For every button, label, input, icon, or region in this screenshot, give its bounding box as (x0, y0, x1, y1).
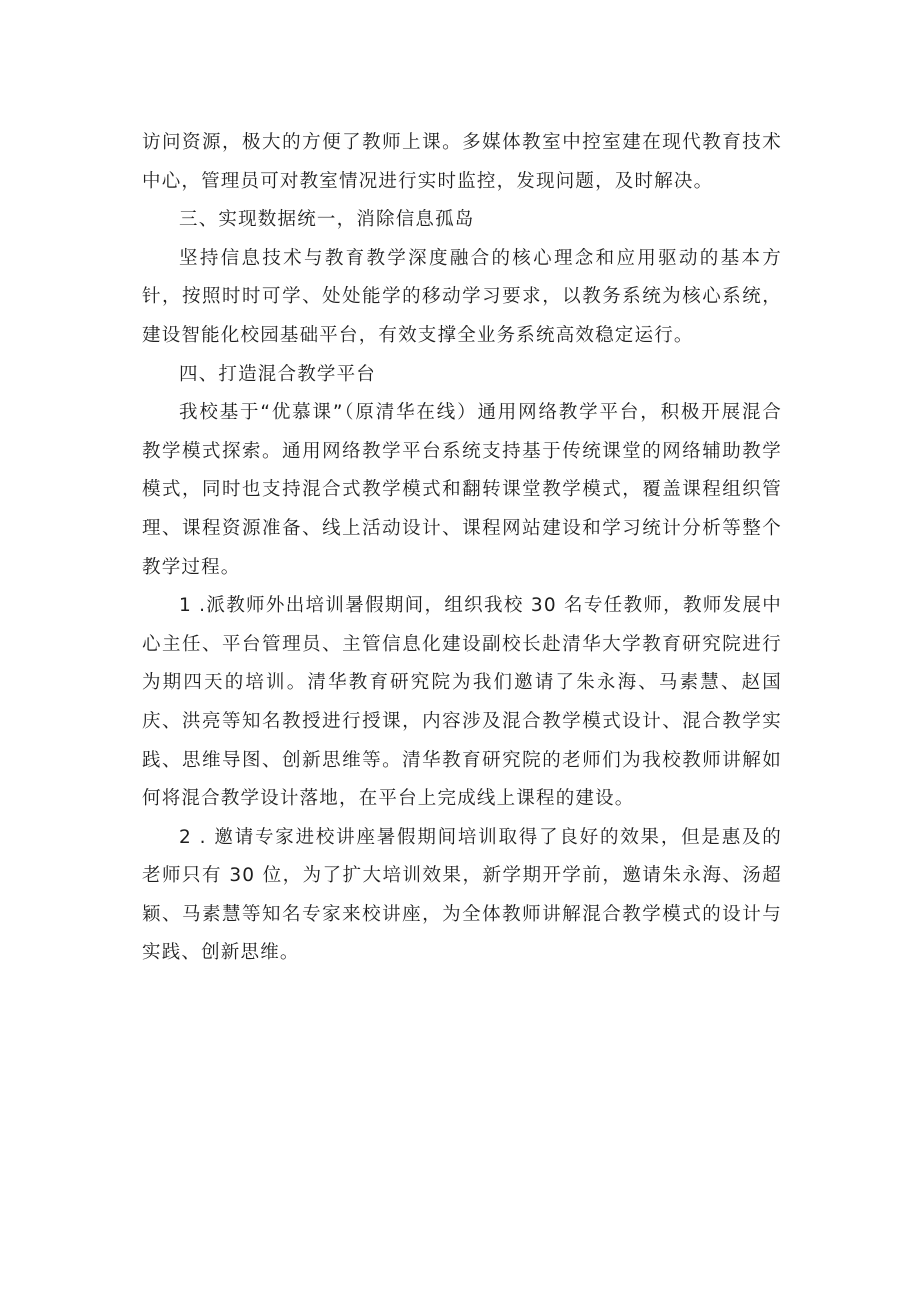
paragraph-expert-lectures: 2 . 邀请专家进校讲座暑假期间培训取得了良好的效果，但是惠及的老师只有 30 位，为了扩大培训效果，新学期开学前，邀请朱永海、汤超颖、马素慧等知名专家来校讲座，为全体教师讲解混合教学模式的设计与实践、创新思维。 (142, 826, 782, 964)
paragraph-teacher-training: 1 .派教师外出培训暑假期间，组织我校 30 名专任教师，教师发展中心主任、平台管理员、主管信息化建设副校长赴清华大学教育研究院进行为期四天的培训。清华教育研究院为我们邀请了朱永海、马素慧、赵国庆、洪亮等知名教授进行授课，内容涉及混合教学模式设计、混合教学实践、思维导图、创新思维等。清华教育研究院的老师们为我校教师讲解如何将混合教学设计落地，在平台上完成线上课程的建设。 (142, 595, 782, 810)
paragraph-continuation: 访问资源，极大的方便了教师上课。多媒体教室中控室建在现代教育技术中心，管理员可对教室情况进行实时监控，发现问题，及时解决。 (142, 132, 782, 192)
section-heading-4: 四、打造混合教学平台 (179, 363, 377, 385)
document-body (142, 124, 782, 973)
paragraph-data-unification: 坚持信息技术与教育教学深度融合的核心理念和应用驱动的基本方针，按照时时可学、处处能学的移动学习要求，以教务系统为核心系统，建设智能化校园基础平台，有效支撑全业务系统高效稳定运行。 (142, 247, 782, 346)
paragraph-blended-platform: 我校基于“优慕课”（原清华在线）通用网络教学平台，积极开展混合教学模式探索。通用网络教学平台系统支持基于传统课堂的网络辅助教学模式，同时也支持混合式教学模式和翻转课堂教学模式，覆盖课程组织管理、课程资源准备、线上活动设计、课程网站建设和学习统计分析等整个教学过程。 (142, 402, 782, 578)
section-heading-3: 三、实现数据统一，消除信息孤岛 (179, 209, 475, 231)
